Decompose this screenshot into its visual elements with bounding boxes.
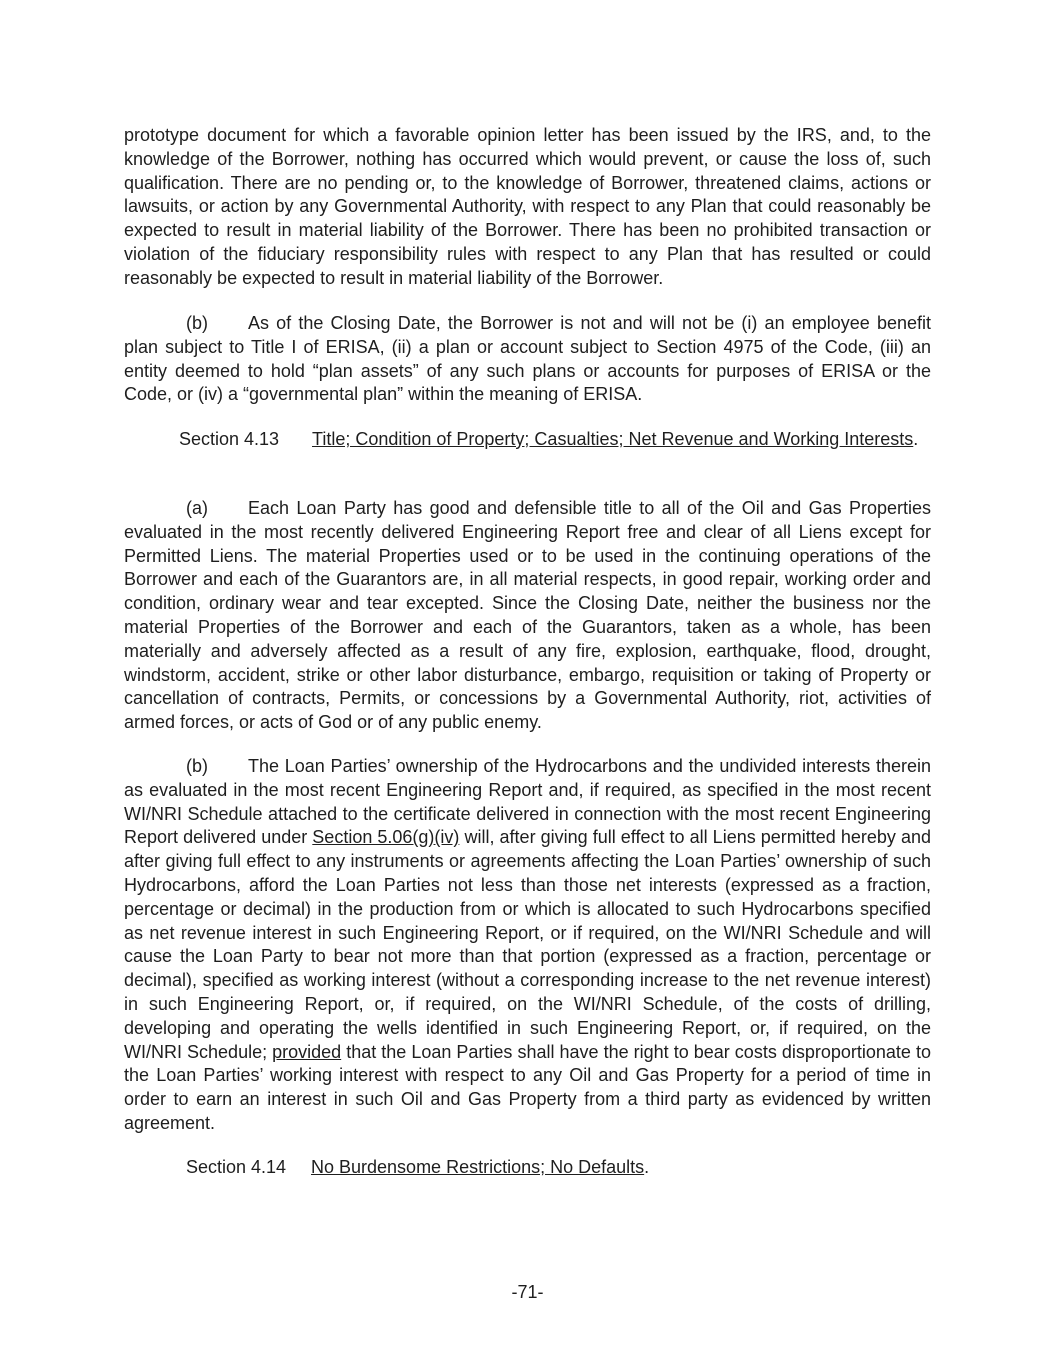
provided-term: provided <box>272 1041 342 1062</box>
section-4-13-heading <box>117 428 931 452</box>
paragraph-text-2: will, after giving full effect to all Liens permitted hereby and after giving full effect to any instruments or agreements affecting the Loan Parties’ ownership of such Hydrocarbons, afford the Loan Parties not less than those net interests (expressed as a fraction, percentage or decimal) in the production from or which is allocated to such Hydrocarbons specified as net revenue interest in such Engineering Report, or if required, on the WI/NRI Schedule and will cause the Loan Party to bear not more than that portion (expressed as a fraction, percentage or decimal), specified as working interest (without a corresponding increase to the net revenue interest) in such Engineering Report, or, if required, on the WI/NRI Schedule, of the costs of drilling, developing and operating the wells identified in such Engineering Report, or, if required, on the WI/NRI Schedule; <box>124 827 931 1062</box>
paragraph-text-3: that the Loan Parties shall have the right to bear costs disproportionate to the Loan Parties’ working interest with respect to any Oil and Gas Property for a period of time in order to earn an interest in such Oil and Gas Property from a third party as evidenced by written agreement. <box>124 1041 931 1133</box>
section-title: Title; Condition of Property; Casualties; Net Revenue and Working Interests <box>312 429 914 449</box>
section-title-end: . <box>913 429 919 449</box>
section-4-14-heading <box>186 1156 931 1180</box>
paragraph-label: (b) <box>186 313 208 333</box>
paragraph-text: As of the Closing Date, the Borrower is not and will not be (i) an employee benefit plan subject to Title I of ERISA, (ii) a plan or account subject to Section 4975 of the Code, (iii) an entity deemed to hold “plan assets” of any such plans or accounts for purposes of ERISA or the Code, or (iv) a “governmental plan” within the meaning of ERISA. <box>124 313 931 405</box>
paragraph-label: (a) <box>186 498 208 518</box>
continuation-paragraph: prototype document for which a favorable opinion letter has been issued by the IRS, and, to the knowledge of the Borrower, nothing has occurred which would prevent, or cause the loss of, such qualification. There are no pending or, to the knowledge of Borrower, threatened claims, actions or lawsuits, or action by any Governmental Authority, with respect to any Plan that could reasonably be expected to result in material liability of the Borrower. There has been no prohibited transaction or violation of the fiduciary responsibility rules with respect to any Plan that has resulted or could reasonably be expected to result in material liability of the Borrower. <box>124 125 931 288</box>
paragraph-text-1: The Loan Parties’ ownership of the Hydrocarbons and the undivided interests therein as evaluated in the most recent Engineering Report and, if required, as specified in the most recent WI/NRI Schedule attached to the certificate delivered in connection with the most recent Engineering Report delivered under <box>124 756 931 848</box>
paragraph-label: (b) <box>186 756 208 776</box>
section-reference: Section 5.06(g)(iv) <box>312 827 460 848</box>
section-number: Section 4.14 <box>186 1157 287 1177</box>
section-number: Section 4.13 <box>179 429 280 449</box>
paragraph-text: Each Loan Party has good and defensible title to all of the Oil and Gas Properties evaluated in the most recently delivered Engineering Report free and clear of all Liens except for Permitted Liens. The material Properties used or to be used in the continuing operations of the Borrower and each of the Guarantors are, in all material respects, in good repair, working order and condition, ordinary wear and tear excepted. Since the Closing Date, neither the business nor the material Properties of the Borrower and each of the Guarantors, taken as a whole, has been materially and adversely affected as a result of any fire, explosion, earthquake, flood, drought, windstorm, accident, strike or other labor disturbance, embargo, requisition or taking of Property or cancellation of contracts, Permits, or concessions by a Governmental Authority, riot, activities of armed forces, or acts of God or of any public enemy. <box>124 498 931 733</box>
section-title-end: . <box>644 1157 650 1177</box>
paragraph-4-12-b <box>124 312 931 407</box>
paragraph-4-13-b <box>124 755 931 1136</box>
page-number: -71- <box>511 1282 544 1302</box>
section-title: No Burdensome Restrictions; No Defaults <box>311 1157 645 1177</box>
paragraph-4-13-a <box>124 497 931 735</box>
